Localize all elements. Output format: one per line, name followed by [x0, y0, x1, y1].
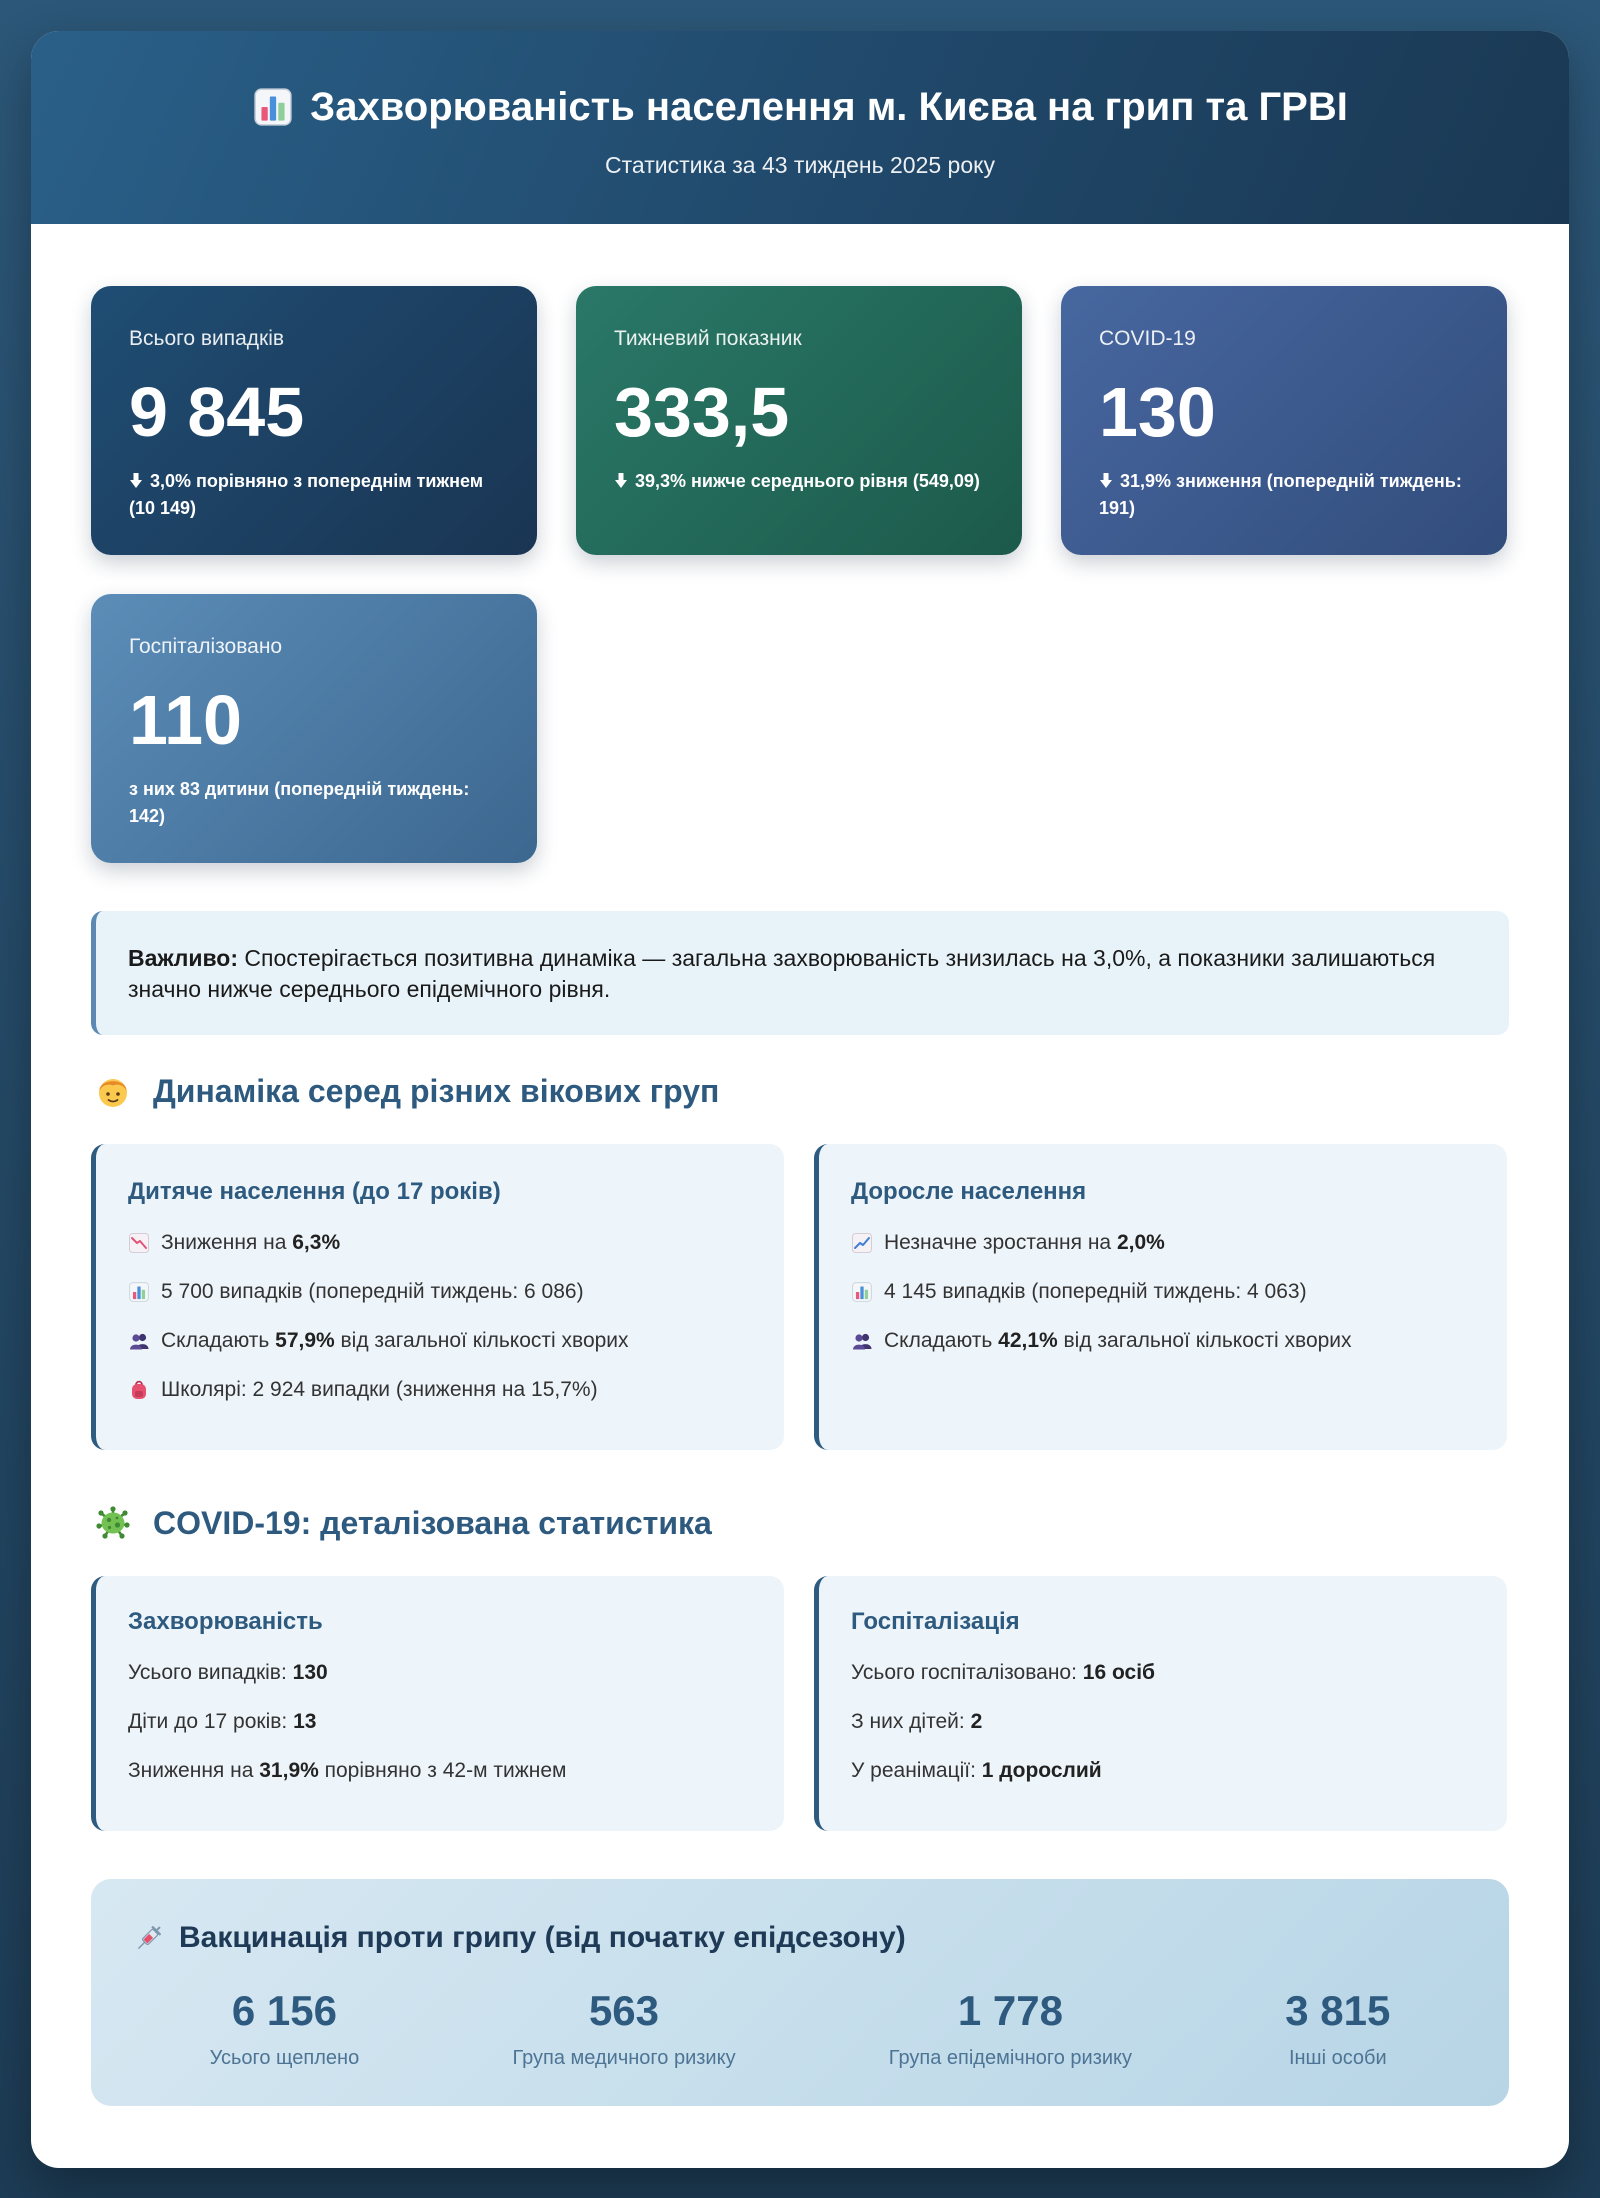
- child-face-icon: [95, 1073, 131, 1109]
- panel-covid-hospitalization: [814, 1576, 1507, 1831]
- list-item: [128, 1648, 752, 1697]
- virus-icon: [95, 1505, 131, 1541]
- item-text-pre: Зниження на: [161, 1230, 293, 1254]
- stat-value: 333,5: [614, 373, 790, 451]
- list-item: [128, 1697, 752, 1746]
- page-title-text: Захворюваність населення м. Києва на грип та ГРВІ: [310, 85, 1348, 129]
- item-text-bold: 2,0%: [1116, 1230, 1165, 1254]
- list-item: [128, 1218, 752, 1267]
- stat-note: [129, 776, 499, 830]
- syringe-icon: [133, 1922, 165, 1954]
- section-title-text: Динаміка серед різних вікових груп: [153, 1072, 720, 1109]
- vaccination-stat-label: Інші особи: [1288, 2047, 1387, 2069]
- chart-decreasing-icon: [128, 1232, 150, 1254]
- list-item: [128, 1365, 752, 1414]
- list-item: [128, 1267, 752, 1316]
- list-item: [851, 1697, 1475, 1746]
- item-text-post: порівняно з 42-м тижнем: [318, 1758, 567, 1782]
- list-item: [851, 1218, 1475, 1267]
- item-text-bold: 16 осіб: [1082, 1660, 1156, 1684]
- bar-chart-icon: [252, 86, 294, 128]
- down-arrow-icon: [129, 472, 143, 489]
- vaccination-stat-value: 1 778: [957, 1987, 1063, 2034]
- item-text-bold: 13: [293, 1709, 317, 1733]
- vaccination-stat-epidemic-risk: [889, 1985, 1132, 2072]
- vaccination-stats: [133, 1985, 1467, 2072]
- vaccination-stat-value: 563: [588, 1987, 660, 2034]
- down-arrow-icon: [614, 472, 628, 489]
- item-text: [884, 1329, 1352, 1353]
- stat-label: Всього випадків: [129, 327, 285, 350]
- list-item: [851, 1746, 1475, 1795]
- people-icon: [851, 1330, 873, 1352]
- item-text-post: від загальної кількості хворих: [1057, 1328, 1352, 1352]
- item-text: [851, 1759, 1102, 1783]
- item-text-bold: 130: [292, 1660, 328, 1684]
- stat-note: [1099, 468, 1469, 522]
- down-arrow-icon: [1099, 472, 1113, 489]
- item-text-pre: У реанімації:: [851, 1758, 982, 1782]
- notice-label: Важливо:: [128, 945, 239, 971]
- vaccination-title-text: Вакцинація проти грипу (від початку епідсезону): [179, 1921, 906, 1954]
- report-header: [31, 31, 1569, 224]
- stat-note-text: 31,9% зниження (попередній тиждень: 191): [1099, 471, 1462, 518]
- list-item: [851, 1648, 1475, 1697]
- item-text: [128, 1710, 316, 1734]
- age-groups-panels: [91, 1144, 1509, 1450]
- bar-chart-icon: [128, 1281, 150, 1303]
- item-text-post: від загальної кількості хворих: [334, 1328, 629, 1352]
- stat-note: [614, 468, 984, 495]
- panel-title: Захворюваність: [128, 1608, 323, 1635]
- stat-value: 130: [1099, 373, 1216, 451]
- item-text: [128, 1661, 328, 1685]
- stat-note-text: з них 83 дитини (попередній тиждень: 142): [129, 779, 470, 826]
- stat-card-covid: [1061, 286, 1507, 555]
- vaccination-stat-label: Група медичного ризику: [512, 2047, 736, 2069]
- stat-card-total-cases: [91, 286, 537, 555]
- item-text-pre: Усього випадків:: [128, 1660, 293, 1684]
- item-text-bold: 2: [970, 1709, 983, 1733]
- item-text: 4 145 випадків (попередній тиждень: 4 063): [884, 1279, 1307, 1303]
- section-title-text: COVID-19: деталізована статистика: [153, 1504, 712, 1541]
- item-text-pre: Складають: [161, 1328, 276, 1352]
- vaccination-stat-label: Усього щеплено: [209, 2047, 360, 2069]
- panel-adults: [814, 1144, 1507, 1450]
- stats-grid: [91, 286, 1509, 863]
- item-text: [128, 1759, 566, 1783]
- item-text-pre: Діти до 17 років:: [128, 1709, 294, 1733]
- chart-increasing-icon: [851, 1232, 873, 1254]
- stat-note-text: 3,0% порівняно з попереднім тижнем (10 149): [129, 471, 484, 518]
- vaccination-box: [91, 1879, 1509, 2106]
- list-item: [128, 1316, 752, 1365]
- stat-label: Госпіталізовано: [129, 635, 283, 658]
- item-text: [161, 1231, 340, 1255]
- item-text: [161, 1329, 629, 1353]
- item-text: [851, 1710, 982, 1734]
- item-text-bold: 1 дорослий: [981, 1758, 1102, 1782]
- list-item: [128, 1746, 752, 1795]
- item-text-bold: 6,3%: [292, 1230, 341, 1254]
- stat-label: COVID-19: [1099, 327, 1196, 350]
- page-subtitle: Статистика за 43 тиждень 2025 року: [605, 152, 995, 178]
- item-text: [884, 1231, 1165, 1255]
- stat-note: [129, 468, 499, 522]
- vaccination-title: [133, 1919, 1467, 1957]
- notice-text: Спостерігається позитивна динаміка — загальна захворюваність знизилась на 3,0%, а показники залишаються значно нижче середнього епідемічного рівня.: [128, 945, 1436, 1002]
- vaccination-stat-value: 6 156: [231, 1987, 337, 2034]
- section-title-covid: [91, 1503, 1509, 1543]
- panel-children: [91, 1144, 784, 1450]
- vaccination-stat-label: Група епідемічного ризику: [888, 2047, 1133, 2069]
- stat-card-hospitalized: [91, 594, 537, 863]
- people-icon: [128, 1330, 150, 1352]
- item-text: 5 700 випадків (попередній тиждень: 6 086): [161, 1279, 584, 1303]
- item-text-pre: Зниження на: [128, 1758, 260, 1782]
- report-content: [31, 224, 1569, 2106]
- item-text-bold: 57,9%: [275, 1328, 335, 1352]
- panel-title: Дитяче населення (до 17 років): [128, 1178, 501, 1205]
- stat-value: 9 845: [129, 373, 305, 451]
- page-title: [31, 82, 1569, 132]
- item-text-pre: Складають: [884, 1328, 999, 1352]
- stat-card-weekly-rate: [576, 286, 1022, 555]
- item-text: [851, 1661, 1155, 1685]
- backpack-icon: [128, 1379, 150, 1401]
- stat-value: 110: [129, 681, 242, 759]
- section-title-age-groups: [91, 1071, 1509, 1111]
- panel-title: Госпіталізація: [851, 1608, 1020, 1635]
- list-item: [851, 1267, 1475, 1316]
- report-card: [31, 31, 1569, 2168]
- vaccination-stat-value: 3 815: [1285, 1987, 1391, 2034]
- stat-note-text: 39,3% нижче середнього рівня (549,09): [635, 471, 980, 491]
- important-notice: [91, 911, 1509, 1035]
- covid-panels: [91, 1576, 1509, 1831]
- vaccination-stat-total: [210, 1985, 360, 2072]
- item-text-pre: З них дітей:: [851, 1709, 971, 1733]
- item-text-pre: Усього госпіталізовано:: [851, 1660, 1083, 1684]
- vaccination-stat-others: [1285, 1985, 1390, 2072]
- panel-title: Доросле населення: [851, 1178, 1087, 1205]
- panel-covid-incidence: [91, 1576, 784, 1831]
- stat-label: Тижневий показник: [614, 327, 802, 350]
- item-text: Школярі: 2 924 випадки (зниження на 15,7%): [161, 1377, 598, 1401]
- list-item: [851, 1316, 1475, 1365]
- vaccination-stat-medical-risk: [512, 1985, 735, 2072]
- bar-chart-icon: [851, 1281, 873, 1303]
- item-text-bold: 31,9%: [259, 1758, 319, 1782]
- item-text-bold: 42,1%: [998, 1328, 1058, 1352]
- item-text-pre: Незначне зростання на: [884, 1230, 1117, 1254]
